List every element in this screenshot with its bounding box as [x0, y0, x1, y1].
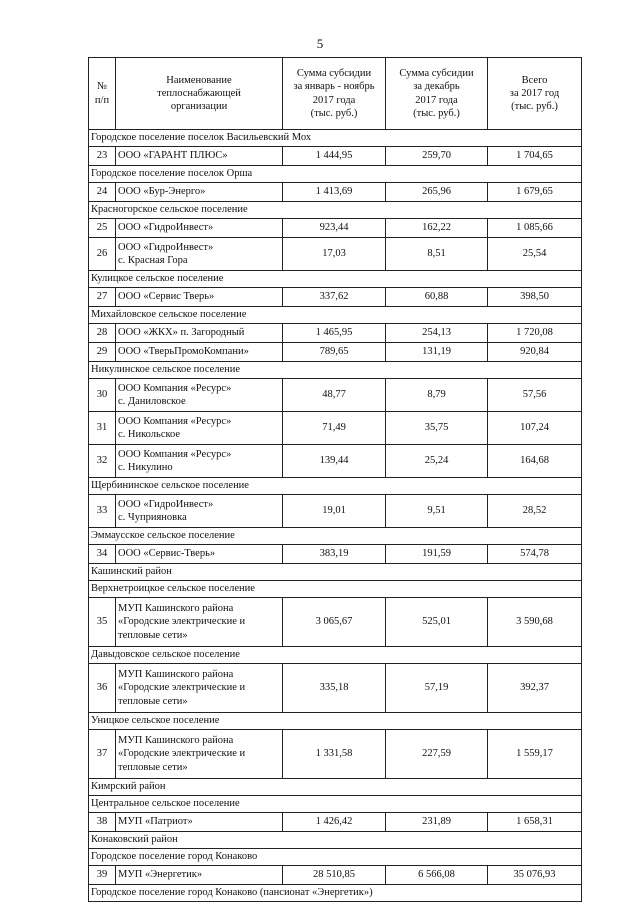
header-num	[89, 58, 116, 130]
row-number: 30	[89, 379, 116, 412]
organization-name: ООО «ГидроИнвест»	[116, 219, 283, 238]
subsidy-jan-nov: 48,77	[283, 379, 386, 412]
section-row	[89, 307, 582, 324]
subsidy-jan-nov: 1 426,42	[283, 813, 386, 832]
section-title: Центральное сельское поселение	[89, 796, 582, 813]
organization-name: МУП «Энергетик»	[116, 866, 283, 885]
section-row	[89, 362, 582, 379]
section-row	[89, 564, 582, 581]
row-number: 36	[89, 664, 116, 713]
subsidy-jan-nov: 19,01	[283, 495, 386, 528]
subsidy-dec: 8,51	[386, 238, 488, 271]
header-total	[488, 58, 582, 130]
row-number: 38	[89, 813, 116, 832]
subsidy-dec: 6 566,08	[386, 866, 488, 885]
subsidy-total: 164,68	[488, 445, 582, 478]
row-number: 34	[89, 545, 116, 564]
header-total-text: Всего за 2017 год (тыс. руб.)	[509, 74, 560, 113]
row-number: 32	[89, 445, 116, 478]
subsidy-total: 107,24	[488, 412, 582, 445]
section-title: Уницкое сельское поселение	[89, 713, 582, 730]
organization-name: ООО Компания «Ресурс» с. Даниловское	[116, 379, 283, 412]
section-row	[89, 885, 582, 902]
section-title: Городское поселение город Конаково	[89, 849, 582, 866]
subsidy-dec: 231,89	[386, 813, 488, 832]
row-number: 25	[89, 219, 116, 238]
organization-name: ООО «Сервис-Тверь»	[116, 545, 283, 564]
organization-name: МУП Кашинского района «Городские электрические и тепловые сети»	[116, 730, 283, 779]
subsidy-table	[88, 57, 582, 902]
section-title: Конаковский район	[89, 832, 582, 849]
subsidy-jan-nov: 335,18	[283, 664, 386, 713]
header-num-text: № п/п	[94, 81, 110, 106]
section-row	[89, 166, 582, 183]
subsidy-total: 920,84	[488, 343, 582, 362]
section-title: Городское поселение поселок Орша	[89, 166, 582, 183]
subsidy-dec: 25,24	[386, 445, 488, 478]
subsidy-dec: 8,79	[386, 379, 488, 412]
table-row	[89, 238, 582, 271]
section-row	[89, 796, 582, 813]
subsidy-jan-nov: 71,49	[283, 412, 386, 445]
section-title: Верхнетроицкое сельское поселение	[89, 581, 582, 598]
organization-name: МУП Кашинского района «Городские электрические и тепловые сети»	[116, 664, 283, 713]
row-number: 33	[89, 495, 116, 528]
organization-name: МУП Кашинского района «Городские электрические и тепловые сети»	[116, 598, 283, 647]
row-number: 26	[89, 238, 116, 271]
table-header-row	[89, 58, 582, 130]
subsidy-dec: 191,59	[386, 545, 488, 564]
section-title: Давыдовское сельское поселение	[89, 647, 582, 664]
subsidy-total: 1 559,17	[488, 730, 582, 779]
row-number: 27	[89, 288, 116, 307]
row-number: 29	[89, 343, 116, 362]
section-title: Кашинский район	[89, 564, 582, 581]
organization-name: ООО «ЖКХ» п. Загородный	[116, 324, 283, 343]
row-number: 28	[89, 324, 116, 343]
subsidy-jan-nov: 28 510,85	[283, 866, 386, 885]
subsidy-dec: 60,88	[386, 288, 488, 307]
subsidy-jan-nov: 1 444,95	[283, 147, 386, 166]
section-row	[89, 849, 582, 866]
header-name-text: Наименование теплоснабжающей организации	[157, 74, 241, 113]
section-title: Городское поселение город Конаково (пансионат «Энергетик»)	[89, 885, 582, 902]
subsidy-total: 1 658,31	[488, 813, 582, 832]
section-row	[89, 832, 582, 849]
organization-name: ООО Компания «Ресурс» с. Никольское	[116, 412, 283, 445]
subsidy-dec: 227,59	[386, 730, 488, 779]
subsidy-dec: 57,19	[386, 664, 488, 713]
organization-name: МУП «Патриот»	[116, 813, 283, 832]
table-row	[89, 219, 582, 238]
row-number: 35	[89, 598, 116, 647]
table-row	[89, 343, 582, 362]
section-title: Эммаусское сельское поселение	[89, 528, 582, 545]
subsidy-jan-nov: 139,44	[283, 445, 386, 478]
page-number: 5	[316, 36, 324, 51]
row-number: 31	[89, 412, 116, 445]
subsidy-total: 392,37	[488, 664, 582, 713]
subsidy-dec: 265,96	[386, 183, 488, 202]
subsidy-jan-nov: 337,62	[283, 288, 386, 307]
table-row	[89, 664, 582, 713]
section-row	[89, 647, 582, 664]
header-sum-dec-text: Сумма субсидии за декабрь 2017 года (тыс. руб.)	[399, 68, 474, 119]
table-row	[89, 412, 582, 445]
section-title: Кимрский район	[89, 779, 582, 796]
section-row	[89, 779, 582, 796]
header-sum-jan-nov	[283, 58, 386, 130]
organization-name: ООО «ГидроИнвест» с. Красная Гора	[116, 238, 283, 271]
organization-name: ООО Компания «Ресурс» с. Никулино	[116, 445, 283, 478]
table-row	[89, 598, 582, 647]
table-row	[89, 545, 582, 564]
header-sum-dec	[386, 58, 488, 130]
subsidy-total: 1 704,65	[488, 147, 582, 166]
table-row	[89, 379, 582, 412]
organization-name: ООО «ГАРАНТ ПЛЮС»	[116, 147, 283, 166]
organization-name: ООО «Бур-Энерго»	[116, 183, 283, 202]
subsidy-jan-nov: 789,65	[283, 343, 386, 362]
table-row	[89, 813, 582, 832]
row-number: 37	[89, 730, 116, 779]
subsidy-dec: 131,19	[386, 343, 488, 362]
subsidy-total: 3 590,68	[488, 598, 582, 647]
section-title: Михайловское сельское поселение	[89, 307, 582, 324]
table-row	[89, 288, 582, 307]
subsidy-dec: 162,22	[386, 219, 488, 238]
subsidy-jan-nov: 17,03	[283, 238, 386, 271]
row-number: 23	[89, 147, 116, 166]
table-row	[89, 495, 582, 528]
subsidy-total: 1 679,65	[488, 183, 582, 202]
subsidy-jan-nov: 923,44	[283, 219, 386, 238]
subsidy-dec: 35,75	[386, 412, 488, 445]
subsidy-jan-nov: 383,19	[283, 545, 386, 564]
section-title: Кулицкое сельское поселение	[89, 271, 582, 288]
subsidy-total: 574,78	[488, 545, 582, 564]
table-row	[89, 324, 582, 343]
subsidy-total: 57,56	[488, 379, 582, 412]
subsidy-total: 35 076,93	[488, 866, 582, 885]
section-row	[89, 528, 582, 545]
subsidy-total: 398,50	[488, 288, 582, 307]
organization-name: ООО «ГидроИнвест» с. Чуприяновка	[116, 495, 283, 528]
row-number: 24	[89, 183, 116, 202]
section-row	[89, 202, 582, 219]
organization-name: ООО «ТверьПромоКомпани»	[116, 343, 283, 362]
section-row	[89, 271, 582, 288]
organization-name: ООО «Сервис Тверь»	[116, 288, 283, 307]
subsidy-dec: 259,70	[386, 147, 488, 166]
table-row	[89, 147, 582, 166]
section-row	[89, 130, 582, 147]
section-title: Городское поселение поселок Васильевский Мох	[89, 130, 582, 147]
header-sum-jan-nov-text: Сумма субсидии за январь - ноябрь 2017 года (тыс. руб.)	[293, 68, 375, 119]
subsidy-dec: 9,51	[386, 495, 488, 528]
subsidy-total: 1 085,66	[488, 219, 582, 238]
section-row	[89, 713, 582, 730]
table-row	[89, 866, 582, 885]
subsidy-total: 1 720,08	[488, 324, 582, 343]
section-row	[89, 478, 582, 495]
header-name	[116, 58, 283, 130]
subsidy-total: 25,54	[488, 238, 582, 271]
section-row	[89, 581, 582, 598]
subsidy-dec: 525,01	[386, 598, 488, 647]
subsidy-jan-nov: 1 331,58	[283, 730, 386, 779]
section-title: Красногорское сельское поселение	[89, 202, 582, 219]
table-body	[89, 130, 582, 902]
subsidy-dec: 254,13	[386, 324, 488, 343]
subsidy-jan-nov: 1 413,69	[283, 183, 386, 202]
row-number: 39	[89, 866, 116, 885]
section-title: Никулинское сельское поселение	[89, 362, 582, 379]
section-title: Щербининское сельское поселение	[89, 478, 582, 495]
subsidy-total: 28,52	[488, 495, 582, 528]
table-row	[89, 730, 582, 779]
subsidy-jan-nov: 1 465,95	[283, 324, 386, 343]
table-row	[89, 445, 582, 478]
table-row	[89, 183, 582, 202]
subsidy-jan-nov: 3 065,67	[283, 598, 386, 647]
